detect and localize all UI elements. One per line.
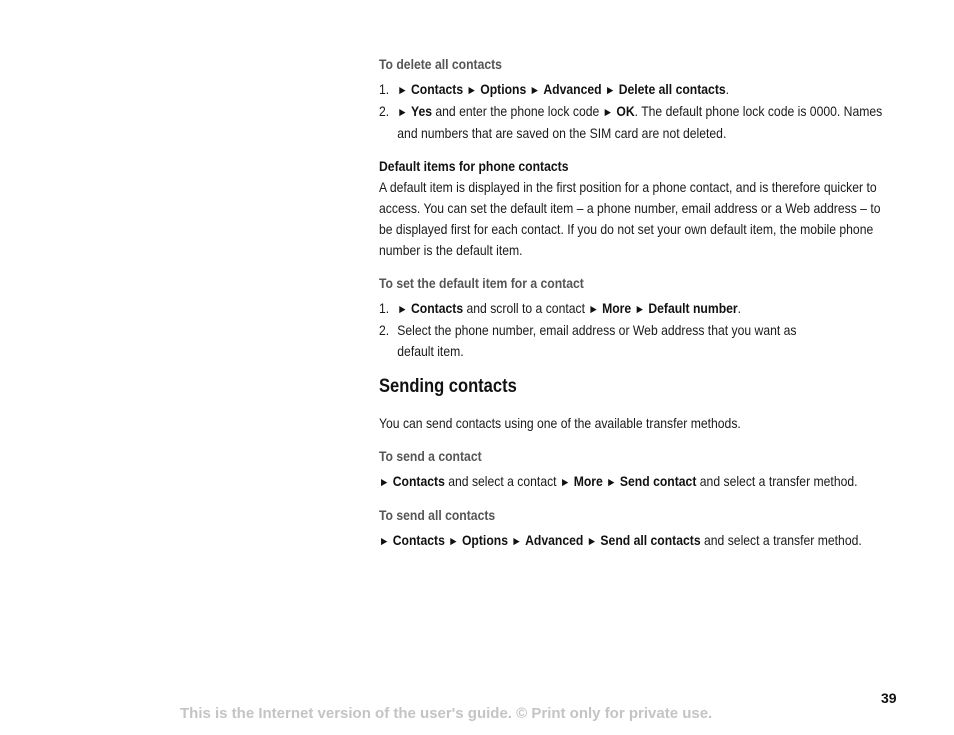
arrow-icon: ► bbox=[634, 302, 645, 316]
content-column bbox=[379, 54, 883, 552]
content-wrap bbox=[379, 54, 889, 552]
arrow-icon: ► bbox=[379, 534, 390, 548]
arrow-icon: ► bbox=[529, 83, 540, 97]
page-number: 39 bbox=[881, 690, 897, 706]
menu-path-options: Options bbox=[461, 532, 508, 548]
step-set-default-2 bbox=[379, 320, 832, 362]
heading-send-contact: To send a contact bbox=[379, 448, 482, 464]
arrow-icon: ► bbox=[559, 475, 571, 489]
arrow-icon: ► bbox=[466, 83, 477, 97]
heading-delete-all: To delete all contacts bbox=[379, 56, 502, 72]
menu-path-send-contact: Send contact bbox=[619, 473, 697, 489]
arrow-icon: ► bbox=[604, 83, 616, 97]
heading-send-all: To send all contacts bbox=[379, 507, 496, 523]
heading-default-items: Default items for phone contacts bbox=[379, 158, 569, 174]
steps-set-default bbox=[379, 298, 889, 362]
arrow-icon: ► bbox=[588, 302, 599, 316]
step-text: and scroll to a contact bbox=[463, 300, 589, 316]
heading-sending-contacts: Sending contacts bbox=[379, 376, 517, 397]
arrow-icon: ► bbox=[379, 475, 390, 489]
step-text: and select a contact bbox=[444, 473, 560, 489]
step-text: and enter the phone lock code bbox=[432, 103, 603, 119]
period: . bbox=[737, 300, 742, 316]
menu-path-more: More bbox=[602, 300, 632, 316]
arrow-icon: ► bbox=[602, 105, 614, 119]
step-number: 2. bbox=[379, 103, 390, 119]
menu-path-ok: OK bbox=[616, 103, 635, 119]
period: . bbox=[725, 81, 730, 97]
arrow-icon: ► bbox=[586, 534, 598, 548]
paragraph-default-items: A default item is displayed in the first position for a phone contact, and is therefore quicker to access. You can set the default item – a phone number, email address or a Web address – to be displayed first for each contact. If you do not set your own default item, the mobile phone number is the default item. bbox=[379, 179, 881, 258]
step-text: Select the phone number, email address or Web address that you want as default item. bbox=[397, 322, 797, 359]
menu-path-options: Options bbox=[480, 81, 527, 97]
arrow-icon: ► bbox=[606, 475, 617, 489]
menu-path-advanced: Advanced bbox=[543, 81, 602, 97]
heading-set-default: To set the default item for a contact bbox=[379, 275, 584, 291]
menu-path-advanced: Advanced bbox=[525, 532, 584, 548]
arrow-icon: ► bbox=[448, 534, 459, 548]
instruction-send-contact bbox=[379, 471, 889, 493]
step-set-default-1 bbox=[379, 298, 889, 320]
step-number: 2. bbox=[379, 322, 390, 338]
arrow-icon: ► bbox=[397, 105, 408, 119]
step-number: 1. bbox=[379, 81, 390, 97]
footer-notice: This is the Internet version of the user's guide. © Print only for private use. bbox=[180, 705, 713, 722]
arrow-icon: ► bbox=[397, 83, 408, 97]
step-text: and select a transfer method. bbox=[696, 473, 858, 489]
step-delete-1 bbox=[379, 79, 889, 101]
step-delete-2 bbox=[379, 101, 889, 144]
menu-path-contacts: Contacts bbox=[392, 473, 445, 489]
menu-path-contacts: Contacts bbox=[410, 81, 464, 97]
step-number: 1. bbox=[379, 300, 390, 316]
menu-path-delete-all: Delete all contacts bbox=[618, 81, 726, 97]
instruction-send-all bbox=[379, 530, 889, 552]
step-text: . The default phone lock code is 0000. Names and numbers that are saved on the SIM card are not deleted. bbox=[397, 103, 883, 141]
menu-path-send-all: Send all contacts bbox=[600, 532, 701, 548]
step-text: and select a transfer method. bbox=[700, 532, 862, 548]
steps-delete-all bbox=[379, 79, 889, 144]
arrow-icon: ► bbox=[397, 302, 408, 316]
menu-path-more: More bbox=[573, 473, 603, 489]
menu-path-yes: Yes bbox=[410, 103, 433, 119]
menu-path-contacts: Contacts bbox=[410, 300, 464, 316]
menu-path-default-number: Default number bbox=[648, 300, 738, 316]
paragraph-sending: You can send contacts using one of the available transfer methods. bbox=[379, 415, 741, 431]
arrow-icon: ► bbox=[511, 534, 522, 548]
menu-path-contacts: Contacts bbox=[392, 532, 445, 548]
